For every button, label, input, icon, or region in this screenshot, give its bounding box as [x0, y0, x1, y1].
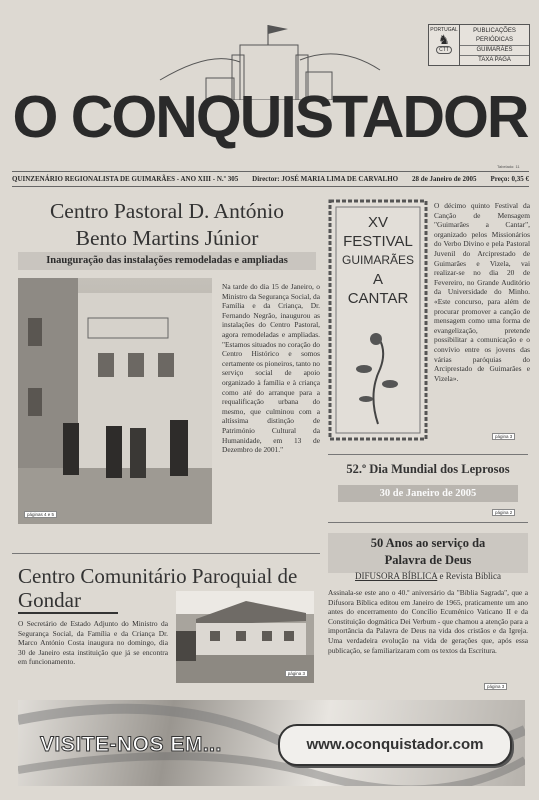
- leprosos-date: 30 de Janeiro de 2005: [338, 485, 518, 502]
- postage-stamp-box: [428, 24, 530, 66]
- ctt-logo: [429, 25, 460, 65]
- article4-body: O Secretário de Estado Adjunto do Ministro da Segurança Social, da Família e da Criança Dr. Marco António Costa inaugura no domingo, dia 30 de Janeiro esta instituição que já se encontra em funcionamento.: [18, 619, 168, 667]
- festival-line5: CANTAR: [347, 290, 409, 307]
- anos-body: Assinala-se este ano o 40.º aniversário da "Bíblia Sagrada", que a Difusora Bíblica editou em Janeiro de 1965, praticamente um ano antes do encerramento do Concílio Ecuménico Vaticano II e da Constituição dogmática Dei Verbum - que chamou a atenção para a importância da Palavra de Deus na vida dos cristãos e da Igreja. Uma verdadeira evolução na vida de gerações que, após essa publicação, se familiarizaram com os textos da Escritura.: [328, 588, 528, 655]
- article1-body: Na tarde do dia 15 de Janeiro, o Ministro da Segurança Social, da Família e da Criança, Dr. Fernando Negrão, inaugurou as instalações do Centro Pastoral, agora remodeladas e ampliadas. "Estamos situados no coração do Centro Histórico e somos certamente os pioneiros, tanto no serviço social de apoio organizado à família e à criança como até do arranque para a requalificação urbana do mesmo, que culminou com a altíssima distinção de Património Cultural da Humanidade, em 13 de Dezembro de 2001.": [222, 282, 320, 455]
- festival-line4: A: [372, 271, 383, 288]
- building-photo-illustration: [18, 278, 212, 524]
- price: Preço: 0,35 €: [490, 175, 529, 183]
- headline-underline: [18, 612, 118, 614]
- newspaper-title: O CONQUISTADOR: [12, 84, 528, 150]
- anos-subheading-part2: e Revista Bíblica: [437, 571, 501, 581]
- director-info: Director: JOSÉ MARIA LIMA DE CARVALHO: [252, 175, 399, 183]
- leprosos-page-tag[interactable]: página 2: [492, 509, 515, 516]
- article1-headline-line2: Bento Martins Júnior: [75, 226, 259, 250]
- issue-date: 28 de Janeiro de 2005: [412, 175, 477, 183]
- article4-headline[interactable]: Centro Comunitário Paroquial de Gondar: [18, 564, 298, 612]
- article1-headline[interactable]: [18, 198, 316, 252]
- info-bar: [12, 171, 529, 187]
- ctt-badge: CTT: [436, 46, 452, 54]
- small-note: Tabelado: 11: [497, 164, 520, 169]
- festival-line3: GUIMARÃES: [341, 253, 414, 267]
- festival-page-tag[interactable]: página 3: [492, 433, 515, 440]
- divider: [328, 454, 528, 455]
- article1-headline-line1: Centro Pastoral D. António: [49, 199, 285, 223]
- festival-line1: XV: [367, 214, 388, 231]
- publication-info: QUINZENÁRIO REGIONALISTA DE GUIMARÃES - ANO XIII - N.º 305: [12, 175, 239, 183]
- anos-subheading-part1: DIFUSORA BÍBLICA: [355, 571, 438, 581]
- anos-subheading: [328, 571, 528, 581]
- anos-headline[interactable]: [328, 533, 528, 573]
- divider: [12, 553, 320, 554]
- postage-line2: GUIMARÃES: [460, 45, 529, 56]
- festival-body: O décimo quinto Festival da Canção de Mensagem "Guimarães a Cantar", organizado pelos Missionários do Verbo Divino e pela Pastoral Juvenil do Arciprestado de Guimarães e Vizela, vai realizar-se no dia 20 de Fevereiro, no Grande Auditório da Universidade do Minho. «Este concurso, para além de procurar promover a canção de mensagem como uma forma de evangelização, pretende possibilitar a comunicação e o convívio entre os jovens das várias paróquias do Arciprestado de Guimarães e Vizela».: [434, 201, 530, 383]
- anos-page-tag[interactable]: página 3: [484, 683, 507, 690]
- festival-poster[interactable]: [328, 199, 428, 441]
- website-url-link[interactable]: www.oconquistador.com: [278, 724, 512, 766]
- article1-photo-tag: páginas 4 e 5: [24, 511, 57, 518]
- anos-headline-line1: 50 Anos ao serviço da: [370, 536, 486, 550]
- article1-subheading: Inauguração das instalações remodeladas e ampliadas: [18, 252, 316, 270]
- horse-rider-icon: ♞: [438, 32, 450, 47]
- divider: [328, 522, 528, 523]
- leprosos-headline[interactable]: 52.º Dia Mundial dos Leprosos: [346, 462, 510, 476]
- article4-photo-tag: página 3: [285, 670, 308, 677]
- visit-us-text: VISITE-NOS EM...: [40, 733, 222, 756]
- festival-line2: FESTIVAL: [343, 233, 413, 250]
- postage-line3: TAXA PAGA: [478, 57, 511, 63]
- anos-headline-line2: Palavra de Deus: [384, 553, 472, 567]
- article1-photo[interactable]: [18, 278, 212, 524]
- article4-photo[interactable]: [176, 591, 314, 683]
- postage-logo-text: PORTUGAL: [430, 27, 458, 33]
- postage-line1: PUBLICAÇÕES PERIÓDICAS: [473, 28, 516, 43]
